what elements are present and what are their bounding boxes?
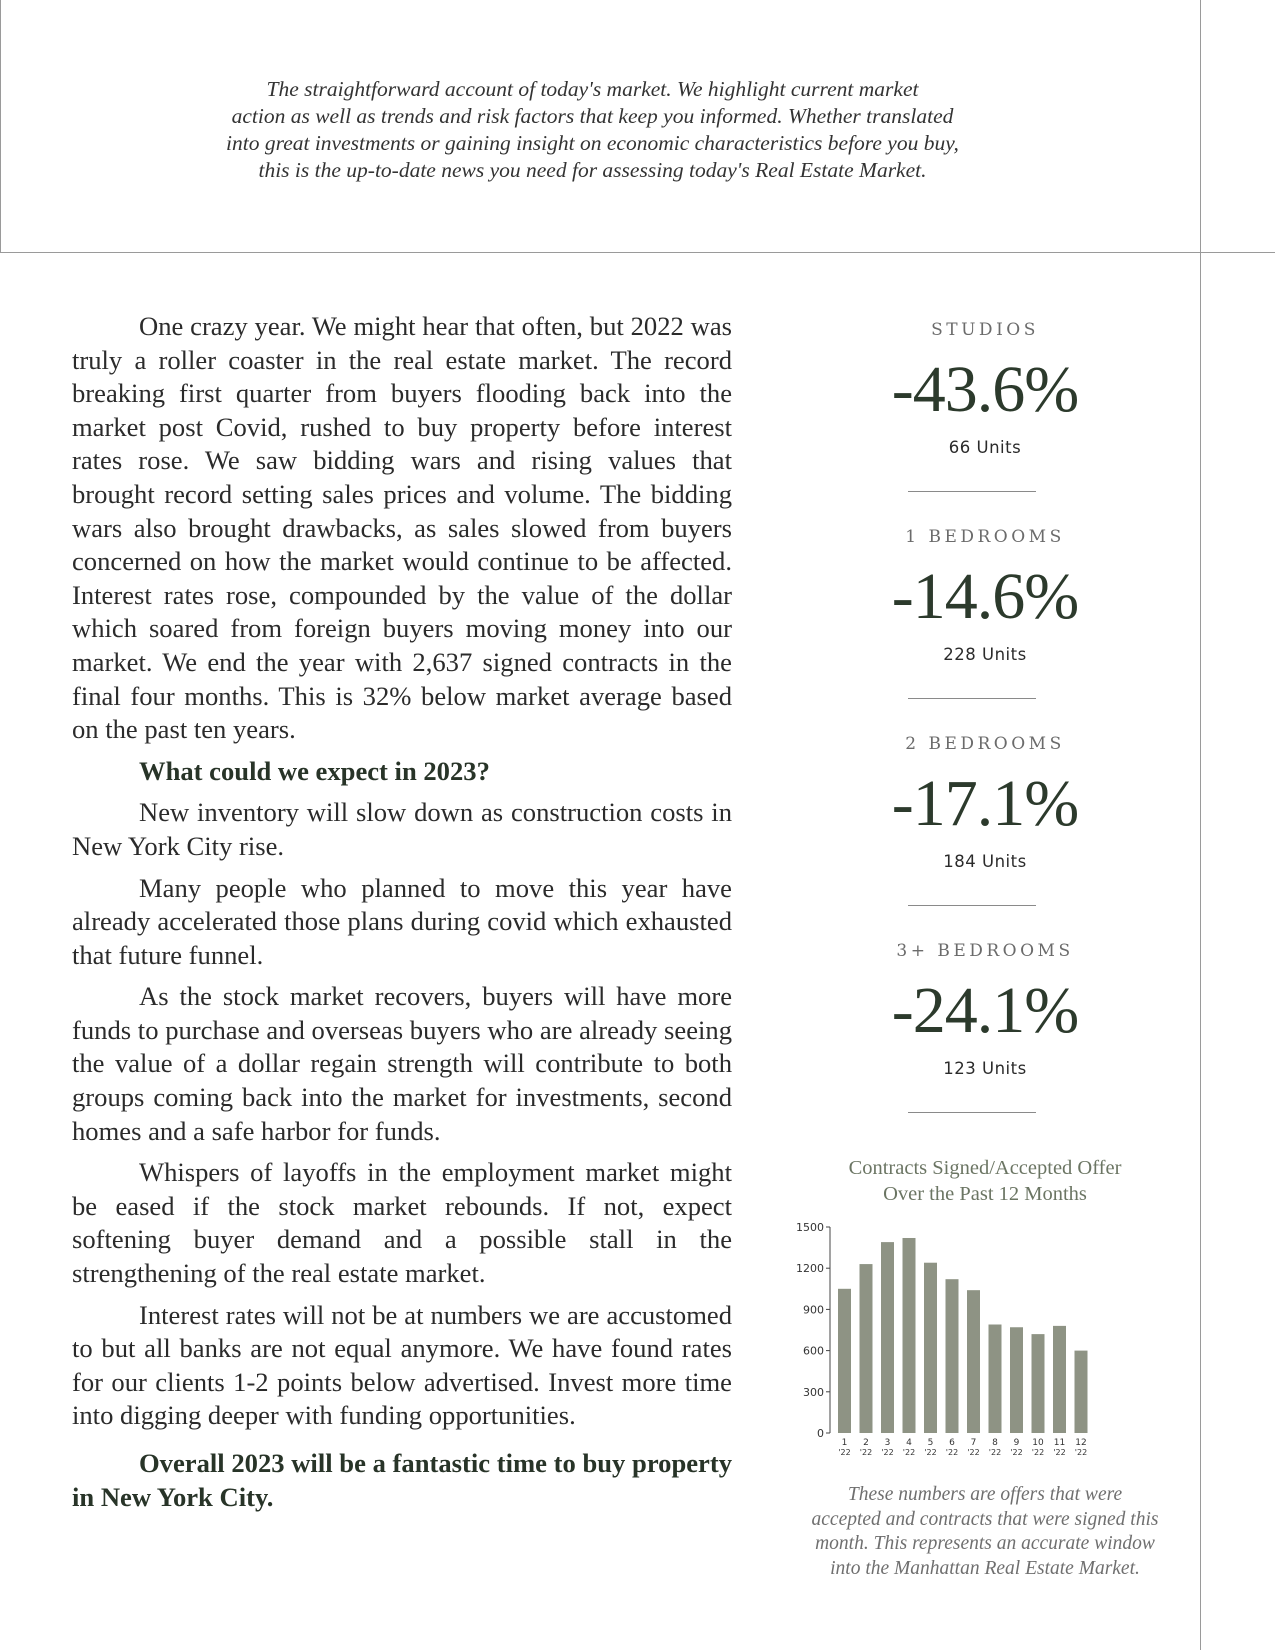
left-border-line (0, 0, 1, 253)
bar (946, 1279, 959, 1433)
stat-2-bedrooms (860, 732, 1110, 939)
stat-label: 2 BEDROOMS (905, 734, 1065, 754)
article-paragraph: Many people who planned to move this year have already accelerated those plans during covid which exhausted that future funnel. (72, 872, 732, 970)
chart-note-line: accepted and contracts that were signed this (811, 1508, 1159, 1530)
x-tick-label: 12 (1075, 1438, 1087, 1448)
x-tick-label: 8 (992, 1438, 998, 1448)
stat-percent: -24.1% (891, 974, 1079, 1047)
stat-divider (908, 698, 1036, 699)
x-tick-label: 4 (906, 1438, 912, 1448)
bar (860, 1264, 873, 1433)
chart-note (795, 1483, 1175, 1581)
x-tick-sublabel: '22 (1074, 1448, 1088, 1457)
x-tick-sublabel: '22 (838, 1448, 851, 1457)
stat-3-plus-bedrooms (860, 939, 1110, 1146)
y-tick-label: 1200 (796, 1262, 824, 1276)
bar (924, 1263, 937, 1433)
stat-label: 1 BEDROOMS (905, 527, 1065, 547)
x-tick-label: 2 (863, 1438, 869, 1448)
y-tick-label: 1500 (796, 1221, 824, 1234)
intro-line: into great investments or gaining insight on economic characteristics before you buy, (226, 131, 959, 155)
x-tick-label: 11 (1053, 1438, 1066, 1448)
article-subhead: What could we expect in 2023? (139, 755, 490, 786)
intro-line: action as well as trends and risk factors that keep you informed. Whether translated (231, 104, 954, 128)
y-tick-label: 900 (803, 1303, 824, 1317)
header-divider (0, 252, 1275, 253)
x-tick-label: 10 (1032, 1438, 1044, 1448)
intro-line: this is the up-to-date news you need for assessing today's Real Estate Market. (258, 158, 927, 182)
bar (1075, 1351, 1088, 1433)
stat-percent: -17.1% (891, 767, 1079, 840)
x-tick-sublabel: '22 (1031, 1448, 1045, 1457)
stat-divider (908, 1112, 1036, 1113)
x-tick-sublabel: '22 (881, 1448, 894, 1457)
x-tick-label: 7 (970, 1438, 977, 1448)
y-tick-label: 300 (803, 1385, 824, 1399)
x-tick-sublabel: '22 (1010, 1448, 1023, 1457)
x-tick-sublabel: '22 (945, 1448, 959, 1457)
bar (1032, 1334, 1045, 1433)
bar (989, 1325, 1002, 1433)
article-body (72, 310, 732, 1514)
contracts-bar-chart (796, 1215, 1130, 1465)
unit-stats (860, 318, 1110, 1146)
bar (1010, 1327, 1023, 1433)
stat-studios (860, 318, 1110, 525)
article-paragraph: As the stock market recovers, buyers will have more funds to purchase and overseas buyers who are already seeing the value of a dollar regain strength will contribute to both groups coming back into the market for investments, second homes and a safe harbor for funds. (72, 981, 732, 1146)
bar (881, 1242, 894, 1433)
x-tick-sublabel: '22 (902, 1448, 916, 1457)
x-tick-sublabel: '22 (859, 1448, 873, 1457)
intro-line: The straightforward account of today's market. We highlight current market (266, 77, 919, 101)
x-tick-sublabel: '22 (967, 1448, 980, 1457)
x-tick-sublabel: '22 (988, 1448, 1002, 1457)
chart-title-line: Contracts Signed/Accepted Offer (848, 1157, 1122, 1179)
chart-note-line: These numbers are offers that were (847, 1484, 1123, 1505)
chart-note-line: month. This represents an accurate window (815, 1533, 1155, 1554)
chart-title-line: Over the Past 12 Months (883, 1183, 1087, 1205)
stat-units: 184 Units (943, 852, 1027, 871)
x-tick-label: 5 (927, 1438, 934, 1448)
intro-text (200, 76, 985, 184)
article-paragraph: Whispers of layoffs in the employment market might be eased if the stock market rebounds. If not, expect softening buyer demand and a possible stall in the strengthening of the real estate market. (72, 1157, 732, 1289)
article-paragraph: Interest rates will not be at numbers we are accustomed to but all banks are not equal anymore. We have found rates for our clients 1-2 points below advertised. Invest more time into digging deeper with funding opportunities. (72, 1299, 732, 1431)
bar (838, 1289, 851, 1433)
bar (967, 1290, 980, 1433)
stat-label: STUDIOS (931, 320, 1039, 340)
article-paragraph: New inventory will slow down as construction costs in New York City rise. (72, 797, 732, 861)
chart-title (800, 1155, 1170, 1207)
contracts-chart (796, 1215, 1130, 1465)
x-tick-label: 6 (949, 1438, 955, 1448)
right-border-line (1200, 0, 1201, 1650)
article-paragraph: One crazy year. We might hear that often, but 2022 was truly a roller coaster in the real estate market. The record breaking first quarter from buyers flooding back into the market post Covid, rushed to buy property before interest rates rose. We saw bidding wars and rising values that brought record setting sales prices and volume. The bidding wars also brought drawbacks, as sales slowed from buyers concerned on how the market would continue to be affected. Interest rates rose, compounded by the value of the dollar which soared from foreign buyers moving money into our market. We end the year with 2,637 signed contracts in the final four months. This is 32% below market average based on the past ten years. (72, 311, 732, 745)
x-tick-sublabel: '22 (924, 1448, 937, 1457)
x-tick-label: 3 (884, 1438, 891, 1448)
stat-divider (908, 905, 1036, 906)
stat-percent: -14.6% (891, 560, 1079, 633)
bar (1053, 1326, 1066, 1433)
stat-1-bedrooms (860, 525, 1110, 732)
stat-label: 3+ BEDROOMS (896, 941, 1074, 961)
stat-units: 123 Units (943, 1059, 1027, 1078)
chart-note-line: into the Manhattan Real Estate Market. (830, 1557, 1140, 1579)
x-tick-label: 1 (841, 1438, 848, 1448)
y-tick-label: 600 (803, 1344, 824, 1358)
stat-units: 228 Units (943, 645, 1027, 664)
x-tick-label: 9 (1013, 1438, 1020, 1448)
bar (903, 1238, 916, 1433)
stat-percent: -43.6% (891, 353, 1079, 426)
stat-units: 66 Units (948, 438, 1022, 457)
y-tick-label: 0 (817, 1427, 824, 1440)
article-closing: Overall 2023 will be a fantastic time to buy property in New York City. (72, 1448, 732, 1512)
stat-divider (908, 491, 1036, 492)
x-tick-sublabel: '22 (1053, 1448, 1066, 1457)
